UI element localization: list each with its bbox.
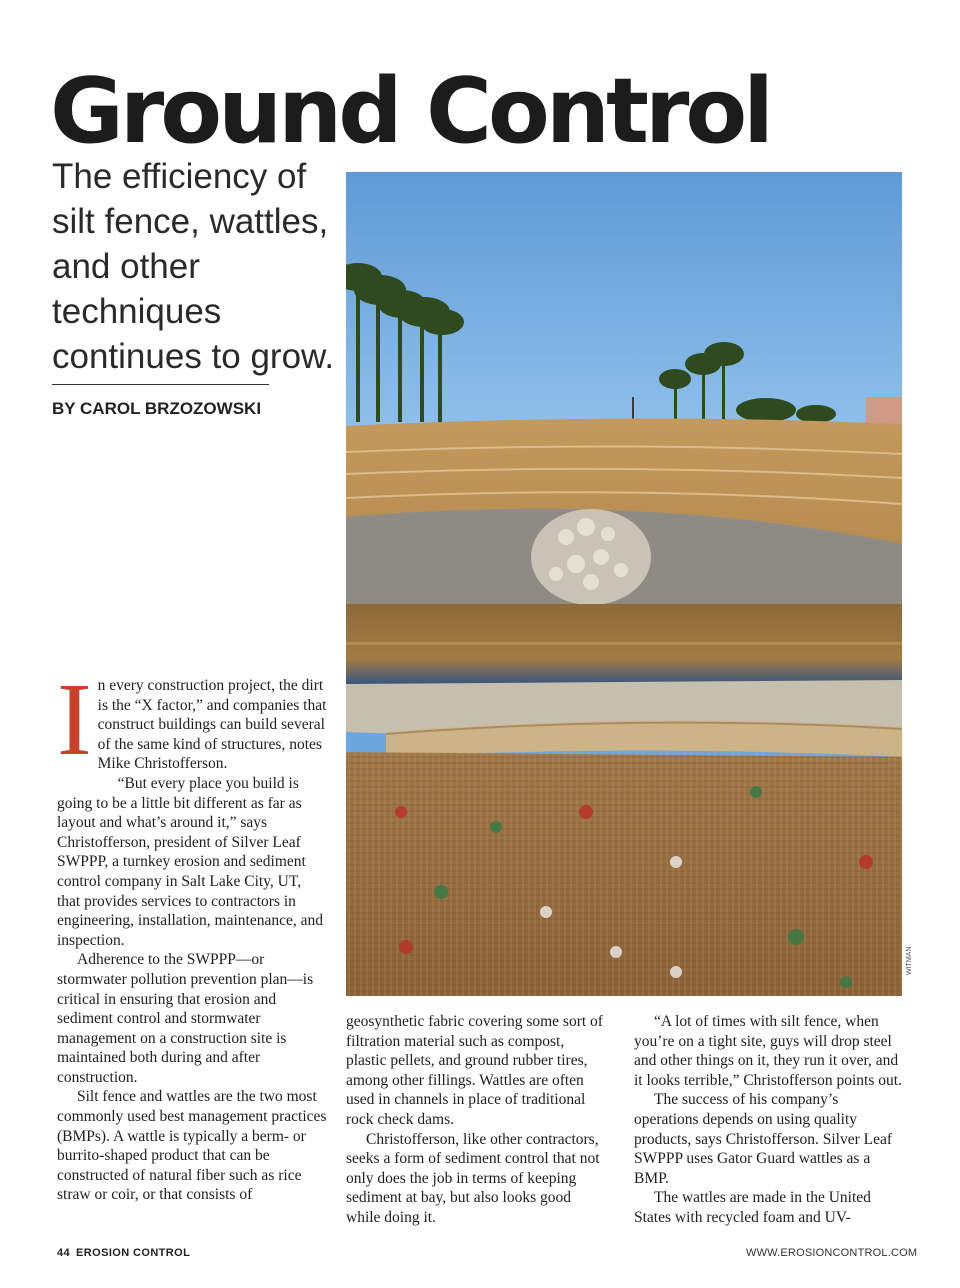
article-title: Ground Control bbox=[50, 59, 771, 164]
body-column-2 bbox=[346, 1012, 608, 1228]
body-paragraph: “But every place you build is going to be a little bit different as far as layout and what’s around it,” says Christofferson, president of Silver Leaf SWPPP, a turnkey erosion and sediment control company in Salt Lake City, UT, that provides services to contractors in engineering, installation, maintenance, and inspection. bbox=[57, 774, 323, 949]
body-column-3 bbox=[634, 1012, 902, 1228]
body-paragraph: The wattles are made in the United States with recycled foam and UV- bbox=[634, 1189, 871, 1226]
body-paragraph: Silt fence and wattles are the two most commonly used best management practices (BMPs). A wattle is typically a berm- or burrito-shaped product that can be constructed of natural fiber such as rice straw or coir, or that consists of bbox=[57, 1088, 327, 1204]
article-subtitle: The efficiency of silt fence, wattles, and other techniques continues to grow. bbox=[52, 157, 335, 376]
title-divider bbox=[52, 384, 269, 385]
photo-credit: WITMAN bbox=[906, 946, 913, 975]
page-number: 44 bbox=[57, 1247, 71, 1259]
body-paragraph: “A lot of times with silt fence, when you’re on a tight site, guys will drop steel and other things on it, they run it over, and it looks terrible,” Christofferson points out. bbox=[634, 1013, 902, 1089]
body-paragraph: Christofferson, like other contractors, seeks a form of sediment control that not only does the job in terms of keeping sediment at bay, but also looks good while doing it. bbox=[346, 1130, 600, 1226]
footer-url[interactable]: WWW.EROSIONCONTROL.COM bbox=[746, 1247, 918, 1259]
body-paragraph: The success of his company’s operations depends on using quality products, says Christofferson. Silver Leaf SWPPP uses Gator Guard wattles as a BMP. bbox=[634, 1091, 892, 1187]
body-column-1 bbox=[57, 662, 328, 1205]
drop-cap: I bbox=[57, 662, 92, 777]
body-paragraph: In every construction project, the dirt is the “X factor,” and companies that construct buildings can build several of the same kind of structures, notes Mike Christofferson. bbox=[57, 662, 327, 777]
magazine-name: EROSION CONTROL bbox=[76, 1247, 191, 1259]
body-paragraph: Adherence to the SWPPP—or stormwater pollution prevention plan—is critical in ensuring that erosion and sediment control and stormwater management on a construction site is maintained both during and after construction. bbox=[57, 951, 314, 1086]
footer-folio bbox=[57, 1247, 190, 1259]
body-paragraph: geosynthetic fabric covering some sort of filtration material such as compost, plastic pellets, and ground rubber tires, among other fillings. Wattles are often used in channels in place of traditional rock check dams. bbox=[346, 1013, 603, 1128]
article-photo bbox=[346, 172, 902, 996]
byline: BY CAROL BRZOZOWSKI bbox=[52, 399, 262, 418]
